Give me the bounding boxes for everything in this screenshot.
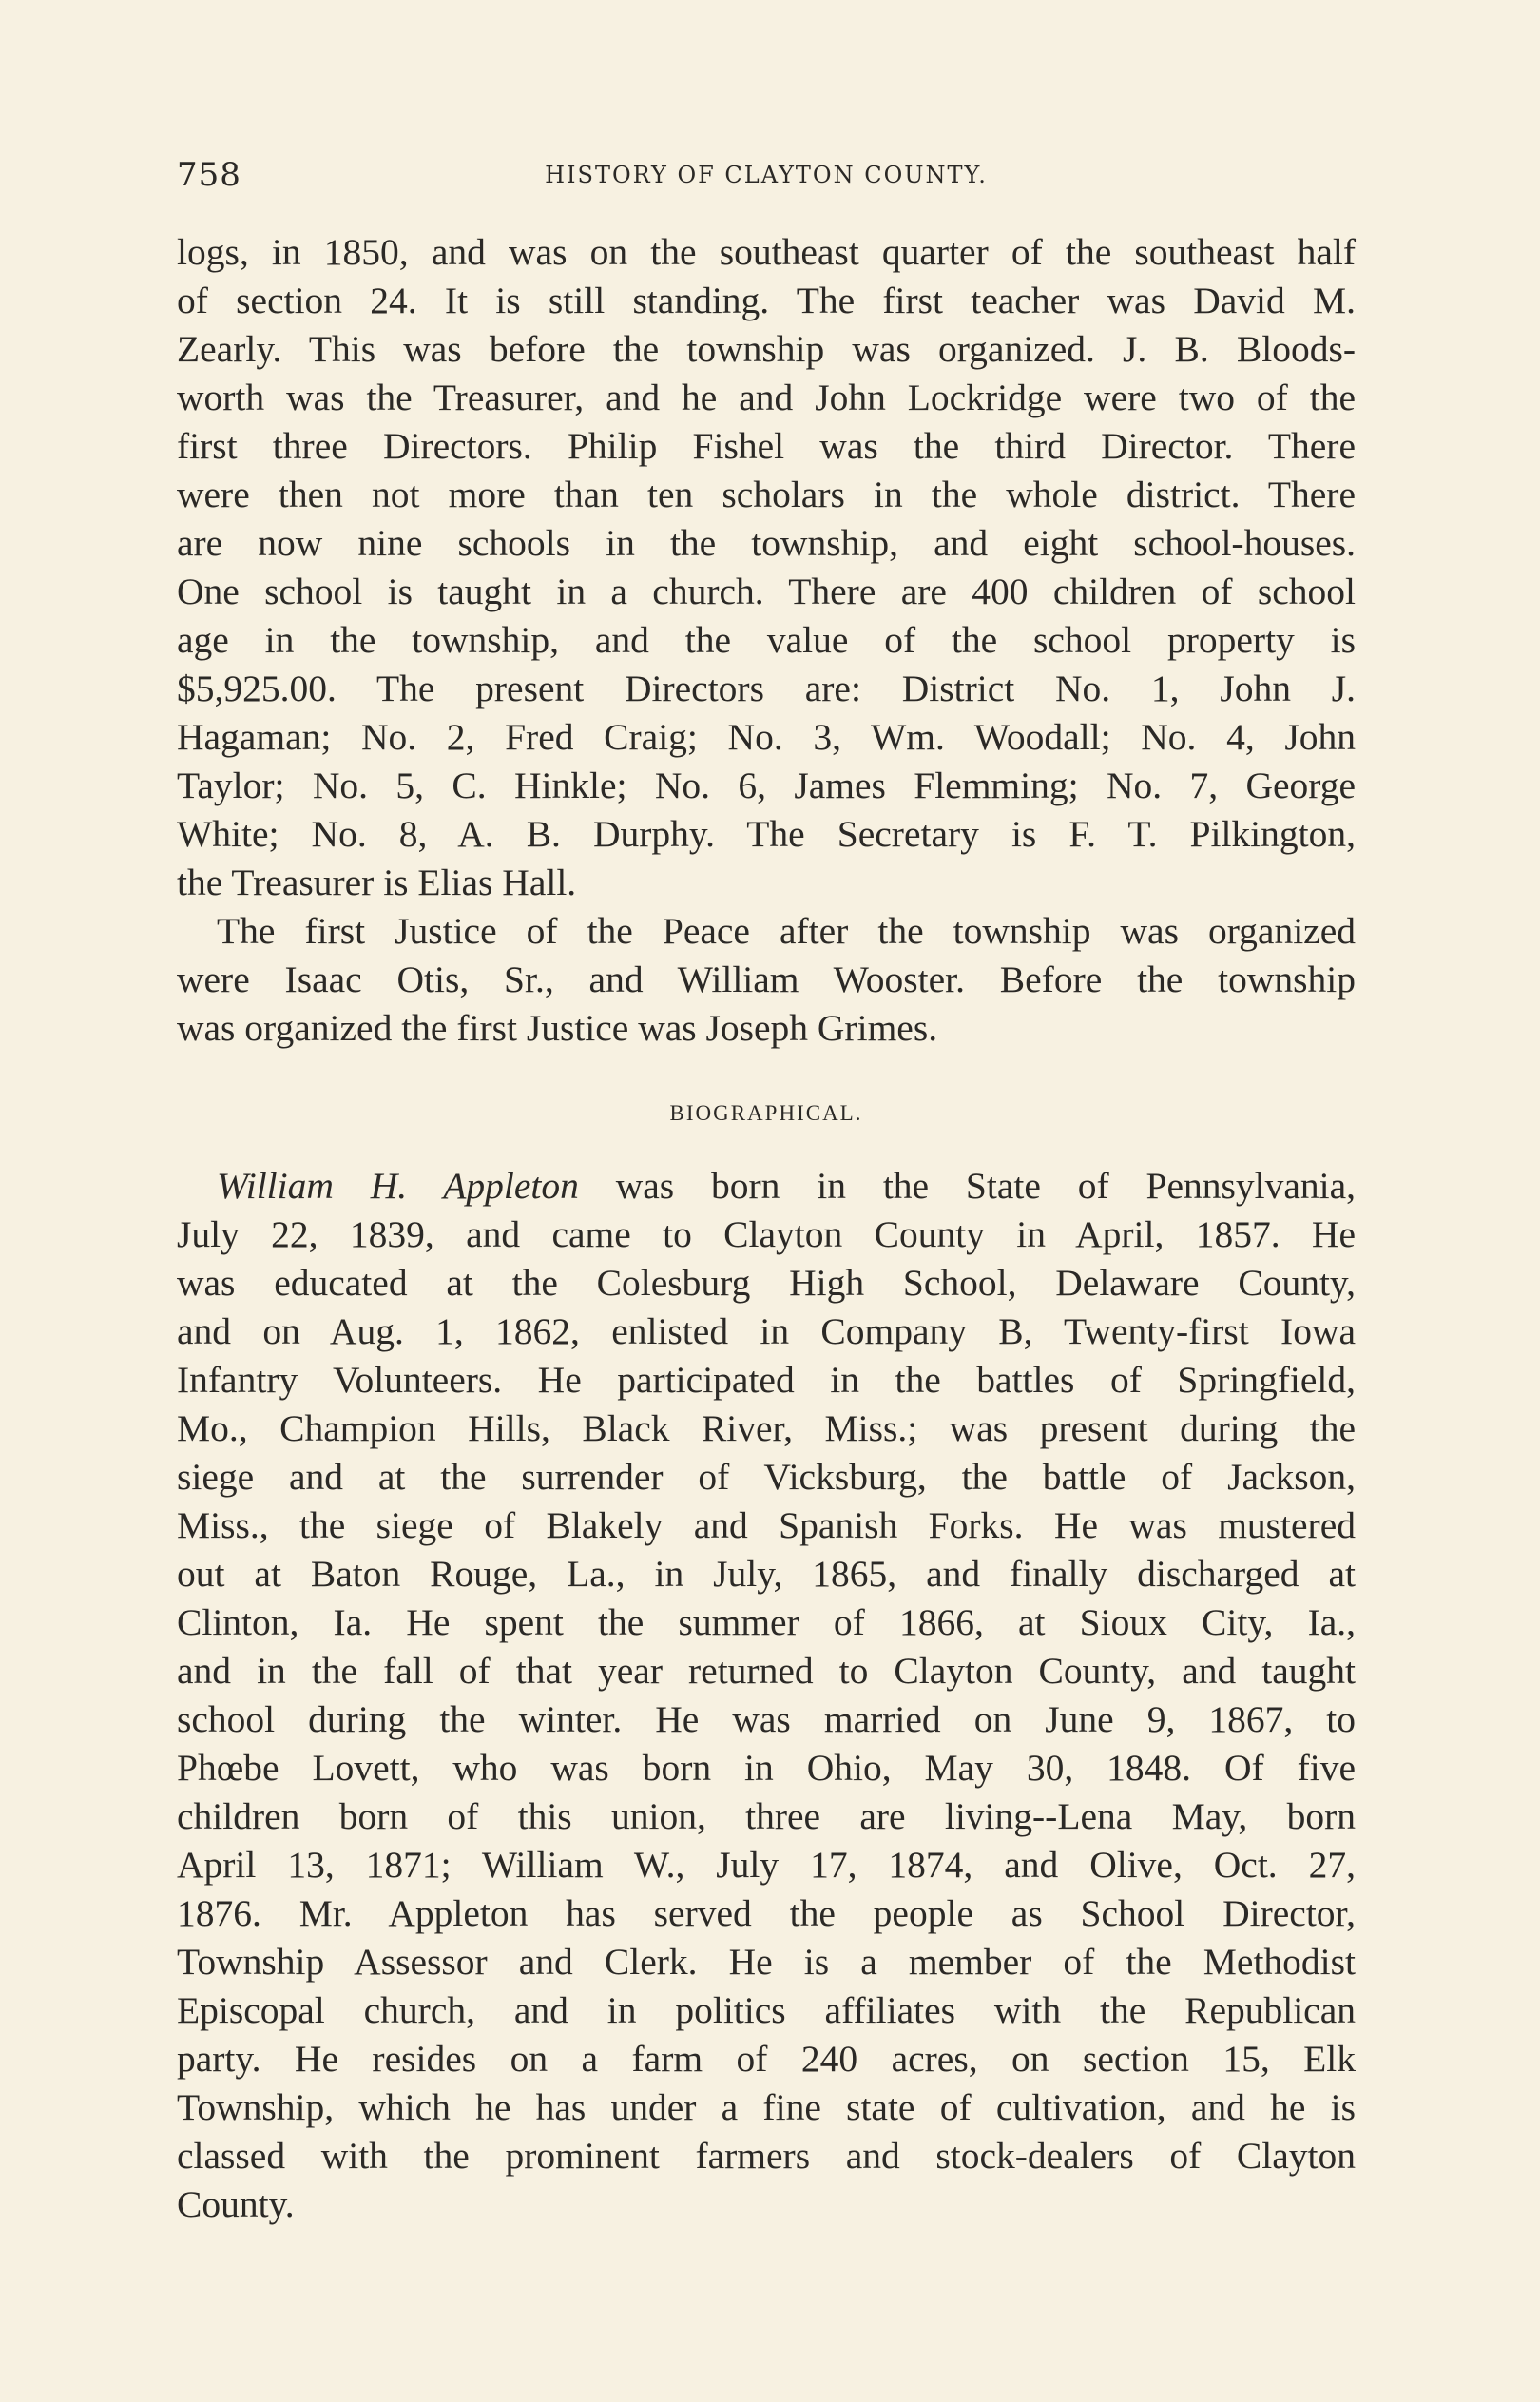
text-line: classed with the prominent farmers and stock-dealers of Clayton	[177, 2135, 1356, 2177]
text-line: was organized the first Justice was Joseph Grimes.	[177, 1007, 938, 1049]
text-line: Infantry Volunteers. He participated in the battles of Springfield,	[177, 1359, 1356, 1401]
text-line: White; No. 8, A. B. Durphy. The Secretary is F. T. Pilkington,	[177, 813, 1356, 855]
page-number: 758	[177, 156, 241, 194]
text-line: Taylor; No. 5, C. Hinkle; No. 6, James Flemming; No. 7, George	[177, 765, 1356, 806]
text-line: the Treasurer is Elias Hall.	[177, 862, 577, 903]
text-line: Phœbe Lovett, who was born in Ohio, May 30, 1848. Of five	[177, 1747, 1356, 1789]
text-line: worth was the Treasurer, and he and John Lockridge were two of the	[177, 377, 1356, 418]
text-line: Clinton, Ia. He spent the summer of 1866, at Sioux City, Ia.,	[177, 1601, 1356, 1643]
text-line: Miss., the siege of Blakely and Spanish Forks. He was mustered	[177, 1504, 1356, 1546]
text-line: are now nine schools in the township, and eight school-houses.	[177, 522, 1356, 564]
text-block	[177, 228, 1356, 2229]
section-heading: BIOGRAPHICAL.	[669, 1101, 863, 1125]
text-line: Mo., Champion Hills, Black River, Miss.; was present during the	[177, 1407, 1356, 1449]
text-line: County.	[177, 2183, 295, 2225]
running-head	[177, 156, 1356, 203]
text-line: party. He resides on a farm of 240 acres, on section 15, Elk	[177, 2038, 1356, 2080]
text-line: siege and at the surrender of Vicksburg, the battle of Jackson,	[177, 1456, 1356, 1498]
text-line	[177, 1162, 1356, 1211]
text-line: first three Directors. Philip Fishel was the third Director. There	[177, 425, 1356, 467]
text-line: $5,925.00. The present Directors are: District No. 1, John J.	[177, 668, 1356, 709]
text-line: Episcopal church, and in politics affiliates with the Republican	[177, 1989, 1356, 2031]
paragraph-justices	[177, 907, 1356, 1053]
text-line: of section 24. It is still standing. The first teacher was David M.	[177, 280, 1356, 321]
text-line: July 22, 1839, and came to Clayton County in April, 1857. He	[177, 1213, 1356, 1255]
biography-name: William H. Appleton	[217, 1165, 579, 1207]
running-title: HISTORY OF CLAYTON COUNTY.	[545, 162, 988, 188]
text-line: age in the township, and the value of the school property is	[177, 619, 1356, 661]
paragraph-biography	[177, 1162, 1356, 2229]
text-line: April 13, 1871; William W., July 17, 1874, and Olive, Oct. 27,	[177, 1844, 1356, 1886]
text-line: and on Aug. 1, 1862, enlisted in Company B, Twenty-first Iowa	[177, 1310, 1356, 1352]
text-line: Hagaman; No. 2, Fred Craig; No. 3, Wm. Woodall; No. 4, John	[177, 716, 1356, 758]
text-line: school during the winter. He was married on June 9, 1867, to	[177, 1698, 1356, 1740]
text-line: children born of this union, three are living--Lena May, born	[177, 1795, 1356, 1837]
text-line: Township, which he has under a fine state of cultivation, and he is	[177, 2086, 1356, 2128]
text-line: Zearly. This was before the township was organized. J. B. Bloods-	[177, 328, 1356, 370]
text-line: out at Baton Rouge, La., in July, 1865, and finally discharged at	[177, 1553, 1356, 1595]
text-span: was born in the State of Pennsylvania,	[578, 1165, 1356, 1207]
text-line: and in the fall of that year returned to Clayton County, and taught	[177, 1650, 1356, 1692]
text-line: 1876. Mr. Appleton has served the people as School Director,	[177, 1892, 1356, 1934]
text-line: Township Assessor and Clerk. He is a member of the Methodist	[177, 1941, 1356, 1983]
text-line: were Isaac Otis, Sr., and William Wooster. Before the township	[177, 959, 1356, 1000]
text-line: The first Justice of the Peace after the township was organized	[217, 910, 1356, 952]
text-line: was educated at the Colesburg High School, Delaware County,	[177, 1262, 1356, 1304]
paragraph-school-history	[177, 228, 1356, 907]
text-line: were then not more than ten scholars in the whole district. There	[177, 474, 1356, 515]
text-line: One school is taught in a church. There are 400 children of school	[177, 571, 1356, 612]
text-line: logs, in 1850, and was on the southeast quarter of the southeast half	[177, 231, 1356, 273]
